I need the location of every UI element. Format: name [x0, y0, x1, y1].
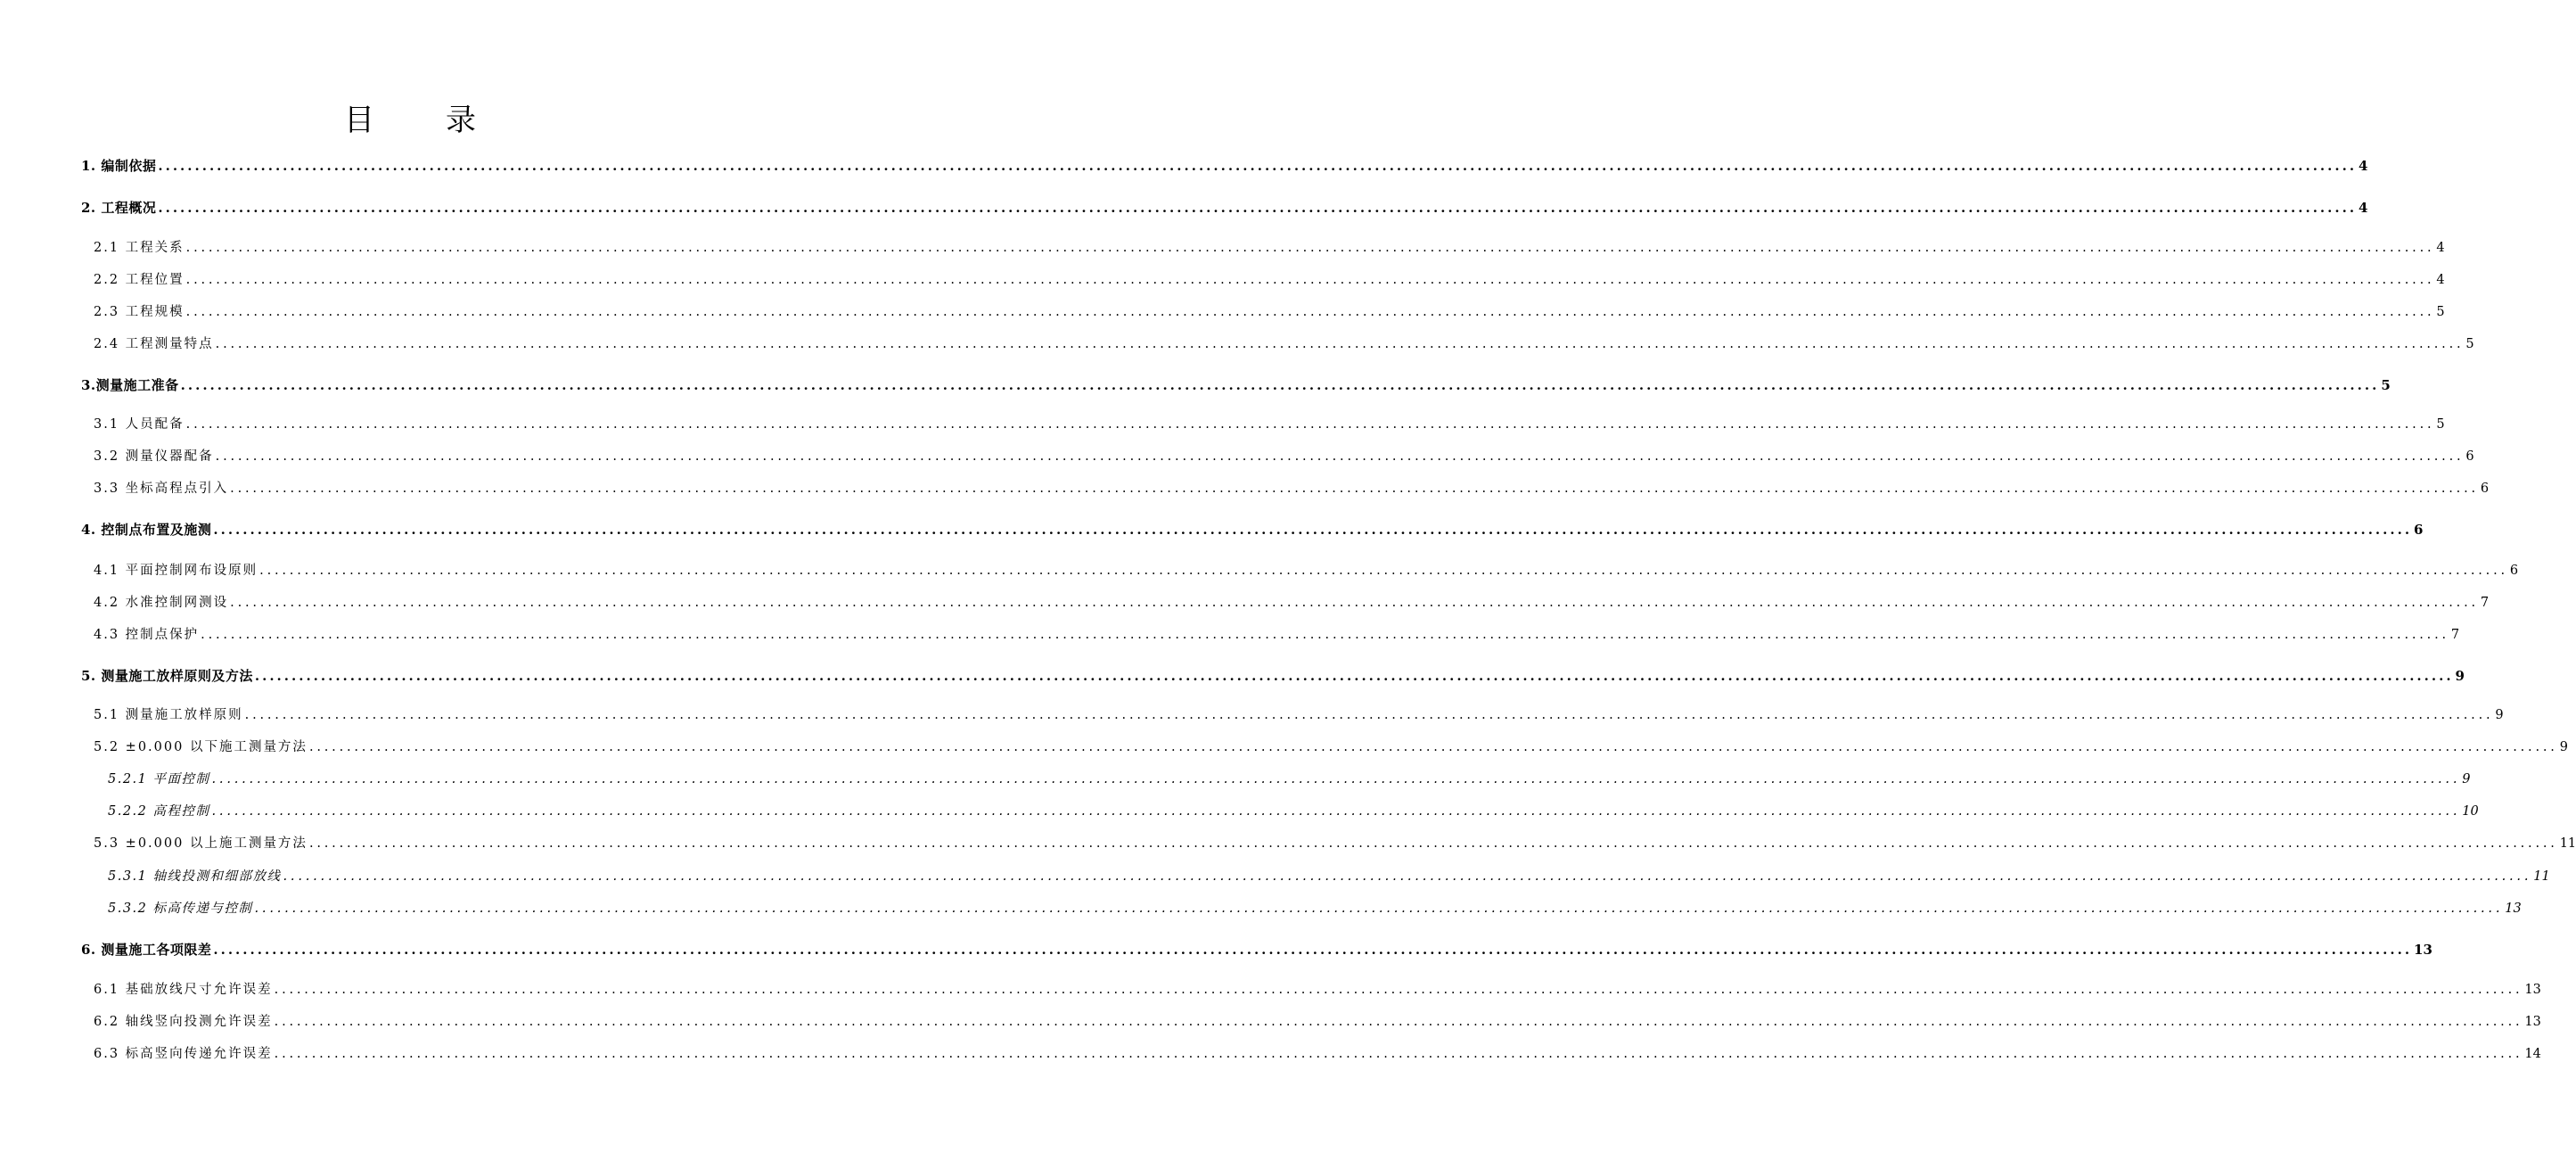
toc-entry[interactable]: [94, 560, 2519, 581]
toc-entry[interactable]: [94, 237, 2445, 259]
toc-page-number: 6: [2465, 449, 2474, 464]
toc-leader-dots: ............................................................................................................................................................................................................................................................................................................: [254, 902, 2504, 916]
toc-entry-label: 3.3 坐标高程点引入: [94, 482, 229, 496]
toc-leader-dots: ............................................................................................................................................................................................................................................................................................................: [259, 564, 2508, 578]
toc-leader-dots: ............................................................................................................................................................................................................................................................................................................: [274, 1047, 2523, 1061]
toc-entry-label: 5.2.2 高程控制: [108, 804, 210, 819]
toc-entry[interactable]: [94, 833, 2576, 854]
toc-leader-dots: ............................................................................................................................................................................................................................................................................................................: [308, 740, 2558, 754]
toc-page-number: 5: [2436, 305, 2445, 319]
toc-entry-label: 1. 编制依据: [81, 158, 157, 174]
toc-entry[interactable]: [94, 592, 2490, 613]
toc-page-number: 4: [2359, 200, 2368, 216]
toc-leader-dots: ............................................................................................................................................................................................................................................................................................................: [158, 200, 2358, 216]
toc-leader-dots: ............................................................................................................................................................................................................................................................................................................: [213, 522, 2413, 538]
toc-leader-dots: ............................................................................................................................................................................................................................................................................................................: [230, 596, 2479, 610]
toc-page-number: 6: [2480, 482, 2490, 496]
toc-leader-dots: ............................................................................................................................................................................................................................................................................................................: [274, 983, 2523, 997]
toc-entry[interactable]: [94, 1011, 2541, 1033]
toc-leader-dots: ............................................................................................................................................................................................................................................................................................................: [244, 708, 2494, 722]
toc-page-number: 7: [2480, 596, 2490, 610]
toc-entry[interactable]: [108, 866, 2550, 887]
toc-entry[interactable]: [81, 375, 2391, 396]
toc-entry-label: 4.1 平面控制网布设原则: [94, 564, 258, 578]
toc-entry[interactable]: [94, 979, 2541, 1000]
toc-entry-label: 3.测量施工准备: [81, 377, 179, 393]
toc-entry-label: 6. 测量施工各项限差: [81, 942, 212, 958]
toc-leader-dots: ............................................................................................................................................................................................................................................................................................................: [185, 241, 2435, 255]
toc-leader-dots: ............................................................................................................................................................................................................................................................................................................: [213, 942, 2413, 958]
toc-entry[interactable]: [108, 769, 2471, 790]
toc-entry[interactable]: [94, 478, 2490, 499]
toc-page-number: 4: [2359, 158, 2368, 174]
toc-entry-label: 3.2 测量仪器配备: [94, 449, 214, 464]
toc-page-number: 5: [2381, 377, 2391, 393]
toc-entry-label: 2.4 工程测量特点: [94, 337, 214, 351]
toc-leader-dots: ............................................................................................................................................................................................................................................................................................................: [283, 869, 2532, 884]
toc-page-number: 13: [2524, 1015, 2541, 1029]
toc-entry-label: 2.2 工程位置: [94, 273, 185, 287]
toc-entry-label: 5. 测量施工放样原则及方法: [81, 668, 253, 684]
toc-leader-dots: ............................................................................................................................................................................................................................................................................................................: [185, 273, 2435, 287]
toc-leader-dots: ............................................................................................................................................................................................................................................................................................................: [185, 305, 2435, 319]
toc-entry[interactable]: [81, 665, 2465, 687]
toc-page-number: 6: [2509, 564, 2519, 578]
toc-entry[interactable]: [81, 939, 2432, 960]
toc-entry-label: 6.3 标高竖向传递允许误差: [94, 1047, 273, 1061]
toc-entry[interactable]: [81, 519, 2424, 540]
toc-entry-label: 3.1 人员配备: [94, 417, 185, 432]
toc-entry-label: 5.3.2 标高传递与控制: [108, 902, 253, 916]
toc-leader-dots: ............................................................................................................................................................................................................................................................................................................: [215, 449, 2465, 464]
toc-entry-label: 2.3 工程规模: [94, 305, 185, 319]
toc-leader-dots: ............................................................................................................................................................................................................................................................................................................: [211, 804, 2461, 819]
toc-entry-label: 4.2 水准控制网测设: [94, 596, 229, 610]
toc-entry-label: 5.2.1 平面控制: [108, 772, 210, 786]
toc-page-number: 11: [2559, 836, 2576, 851]
toc-entry[interactable]: [94, 414, 2445, 435]
title-char-1: 目: [344, 103, 446, 138]
toc-entry[interactable]: [94, 737, 2568, 758]
toc-entry-label: 4.3 控制点保护: [94, 628, 200, 642]
toc-leader-dots: ............................................................................................................................................................................................................................................................................................................: [158, 158, 2358, 174]
toc-entry-label: 2.1 工程关系: [94, 241, 185, 255]
toc-entry[interactable]: [94, 269, 2445, 291]
toc-entry-label: 2. 工程概况: [81, 200, 157, 216]
toc-leader-dots: ............................................................................................................................................................................................................................................................................................................: [230, 482, 2479, 496]
toc-page-number: 13: [2414, 942, 2432, 958]
toc-entry-label: 5.3 ±0.000 以上施工测量方法: [94, 836, 308, 851]
toc-entry-label: 4. 控制点布置及施测: [81, 522, 212, 538]
toc-entry-label: 6.1 基础放线尺寸允许误差: [94, 983, 273, 997]
toc-leader-dots: ............................................................................................................................................................................................................................................................................................................: [201, 628, 2449, 642]
toc-entry[interactable]: [108, 801, 2479, 822]
toc-entry[interactable]: [94, 333, 2474, 355]
toc-page-number: 4: [2436, 241, 2445, 255]
toc-entry[interactable]: [94, 301, 2445, 323]
toc-entry[interactable]: [94, 624, 2460, 646]
toc-page-number: 5: [2436, 417, 2445, 432]
toc-page-number: 9: [2495, 708, 2504, 722]
toc-page-number: 9: [2462, 772, 2471, 786]
toc-leader-dots: ............................................................................................................................................................................................................................................................................................................: [215, 337, 2465, 351]
toc-page-number: 4: [2436, 273, 2445, 287]
toc-page-number: 6: [2414, 522, 2424, 538]
toc-entry[interactable]: [108, 898, 2522, 919]
toc-leader-dots: ............................................................................................................................................................................................................................................................................................................: [211, 772, 2461, 786]
toc-entry[interactable]: [94, 704, 2504, 726]
toc-leader-dots: ............................................................................................................................................................................................................................................................................................................: [274, 1015, 2523, 1029]
toc-leader-dots: ............................................................................................................................................................................................................................................................................................................: [254, 668, 2454, 684]
toc-entry[interactable]: [94, 446, 2474, 467]
toc-page-number: 13: [2505, 902, 2522, 916]
toc-page-number: 7: [2450, 628, 2460, 642]
toc-leader-dots: ............................................................................................................................................................................................................................................................................................................: [180, 377, 2380, 393]
toc-entry[interactable]: [94, 1043, 2541, 1065]
toc-entry-label: 5.2 ±0.000 以下施工测量方法: [94, 740, 308, 754]
toc-page-number: 14: [2524, 1047, 2541, 1061]
toc-page-number: 13: [2524, 983, 2541, 997]
toc-leader-dots: ............................................................................................................................................................................................................................................................................................................: [185, 417, 2435, 432]
toc-entry-label: 6.2 轴线竖向投测允许误差: [94, 1015, 273, 1029]
toc-entry[interactable]: [81, 155, 2368, 177]
toc-entry-label: 5.3.1 轴线投测和细部放线: [108, 869, 282, 884]
toc-page-number: 5: [2465, 337, 2474, 351]
toc-leader-dots: ............................................................................................................................................................................................................................................................................................................: [308, 836, 2558, 851]
toc-page-number: 11: [2533, 869, 2550, 884]
toc-entry-label: 5.1 测量施工放样原则: [94, 708, 243, 722]
toc-page-number: 10: [2462, 804, 2479, 819]
title-char-2: 录: [446, 103, 547, 138]
toc-entry[interactable]: [81, 197, 2368, 218]
toc-page-number: 9: [2559, 740, 2568, 754]
toc-page-number: 9: [2455, 668, 2465, 684]
